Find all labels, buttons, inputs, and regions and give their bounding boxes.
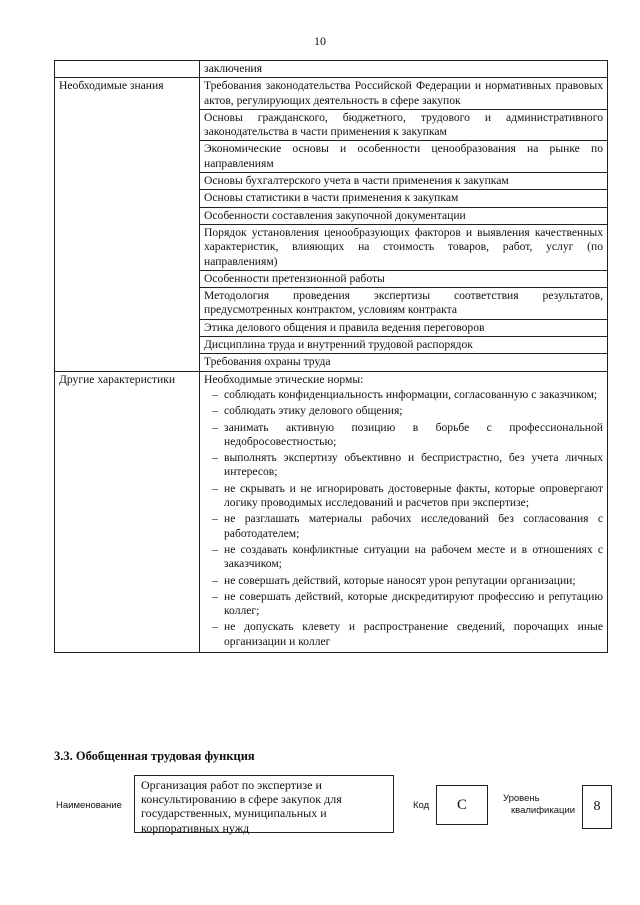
continuation-cell: заключения: [200, 61, 608, 78]
level-label-line-1: Уровень: [503, 793, 540, 804]
function-name-box: Организация работ по экспертизе и консультированию в сфере закупок для государственных, муниципальных и корпоративных нужд: [134, 775, 394, 833]
ethics-item-text: выполнять экспертизу объективно и беспристрастно, без учета личных интересов;: [224, 451, 603, 479]
dash-marker: –: [212, 451, 218, 465]
ethics-item-text: не допускать клевету и распространение сведений, порочащих иные организации и коллег: [224, 620, 603, 648]
knowledge-item: Основы статистики в части применения к закупкам: [200, 190, 608, 207]
knowledge-table: [54, 60, 608, 653]
dash-marker: –: [212, 481, 218, 495]
empty-label-cell: [55, 61, 200, 78]
dash-marker: –: [212, 573, 218, 587]
qualification-level-box: 8: [582, 785, 612, 829]
knowledge-item: Этика делового общения и правила ведения переговоров: [200, 319, 608, 336]
code-label: Код: [413, 800, 430, 811]
dash-marker: –: [212, 387, 218, 401]
table-row: [55, 78, 608, 110]
ethics-item-text: занимать активную позицию в борьбе с профессиональной недобросовестностью;: [224, 420, 603, 448]
code-value-box: C: [436, 785, 488, 825]
knowledge-item: Экономические основы и особенности ценообразования на рынке по направлениям: [200, 141, 608, 173]
knowledge-item: Основы бухгалтерского учета в части применения к закупкам: [200, 173, 608, 190]
knowledge-label: Необходимые знания: [55, 78, 200, 371]
ethics-item-text: не разглашать материалы рабочих исследований без согласования с работодателем;: [224, 512, 603, 540]
level-label-line-2: квалификации: [511, 805, 576, 816]
ethics-intro: Необходимые этические нормы:: [204, 372, 364, 386]
knowledge-item: Основы гражданского, бюджетного, трудового и административного законодательства в части применения к закупкам: [200, 109, 608, 141]
other-characteristics-label: Другие характеристики: [55, 371, 200, 652]
list-item: [204, 543, 603, 572]
list-item: [204, 590, 603, 619]
ethics-item-text: не совершать действий, которые дискредитируют профессию и репутацию коллег;: [224, 589, 603, 618]
name-label: Наименование: [56, 800, 122, 811]
list-item: [204, 404, 603, 418]
dash-marker: –: [212, 420, 218, 434]
ethics-cell: [200, 371, 608, 652]
ethics-item-text: не совершать действий, которые наносят урон репутации организации;: [224, 573, 576, 587]
dash-marker: –: [212, 589, 218, 603]
knowledge-item: Порядок установления ценообразующих факторов и выявления качественных характеристик, влияющих на стоимость товаров, работ, услуг (по направлениям): [200, 224, 608, 270]
section-title: 3.3. Обобщенная трудовая функция: [54, 749, 255, 763]
ethics-list: [204, 388, 603, 649]
ethics-item-text: соблюдать этику делового общения;: [224, 404, 403, 418]
dash-marker: –: [212, 620, 218, 634]
knowledge-item: Требования охраны труда: [200, 354, 608, 371]
table-row: [55, 61, 608, 78]
list-item: [204, 620, 603, 649]
ethics-item-text: не создавать конфликтные ситуации на рабочем месте и в отношениях с заказчиком;: [224, 542, 603, 571]
list-item: [204, 421, 603, 450]
knowledge-item: Особенности претензионной работы: [200, 270, 608, 287]
list-item: [204, 388, 603, 402]
dash-marker: –: [212, 404, 218, 418]
list-item: [204, 512, 603, 541]
knowledge-item: Требования законодательства Российской Федерации и нормативных правовых актов, регулирующих деятельность в сфере закупок: [200, 78, 608, 110]
dash-marker: –: [212, 512, 218, 526]
ethics-item-text: не скрывать и не игнорировать достоверные факты, которые опровергают логику проводимых исследований и расчетов при экспертизе;: [224, 481, 603, 510]
knowledge-item: Особенности составления закупочной документации: [200, 207, 608, 224]
list-item: [204, 482, 603, 511]
ethics-item-text: соблюдать конфиденциальность информации, согласованную с заказчиком;: [224, 387, 598, 401]
knowledge-item: Методология проведения экспертизы соответствия результатов, предусмотренных контрактом, условиям контракта: [200, 288, 608, 320]
list-item: [204, 574, 603, 588]
list-item: [204, 451, 603, 480]
knowledge-item: Дисциплина труда и внутренний трудовой распорядок: [200, 337, 608, 354]
qualification-level-label: [503, 793, 575, 817]
dash-marker: –: [212, 542, 218, 556]
table-row: [55, 371, 608, 652]
page-number: 10: [314, 34, 326, 48]
